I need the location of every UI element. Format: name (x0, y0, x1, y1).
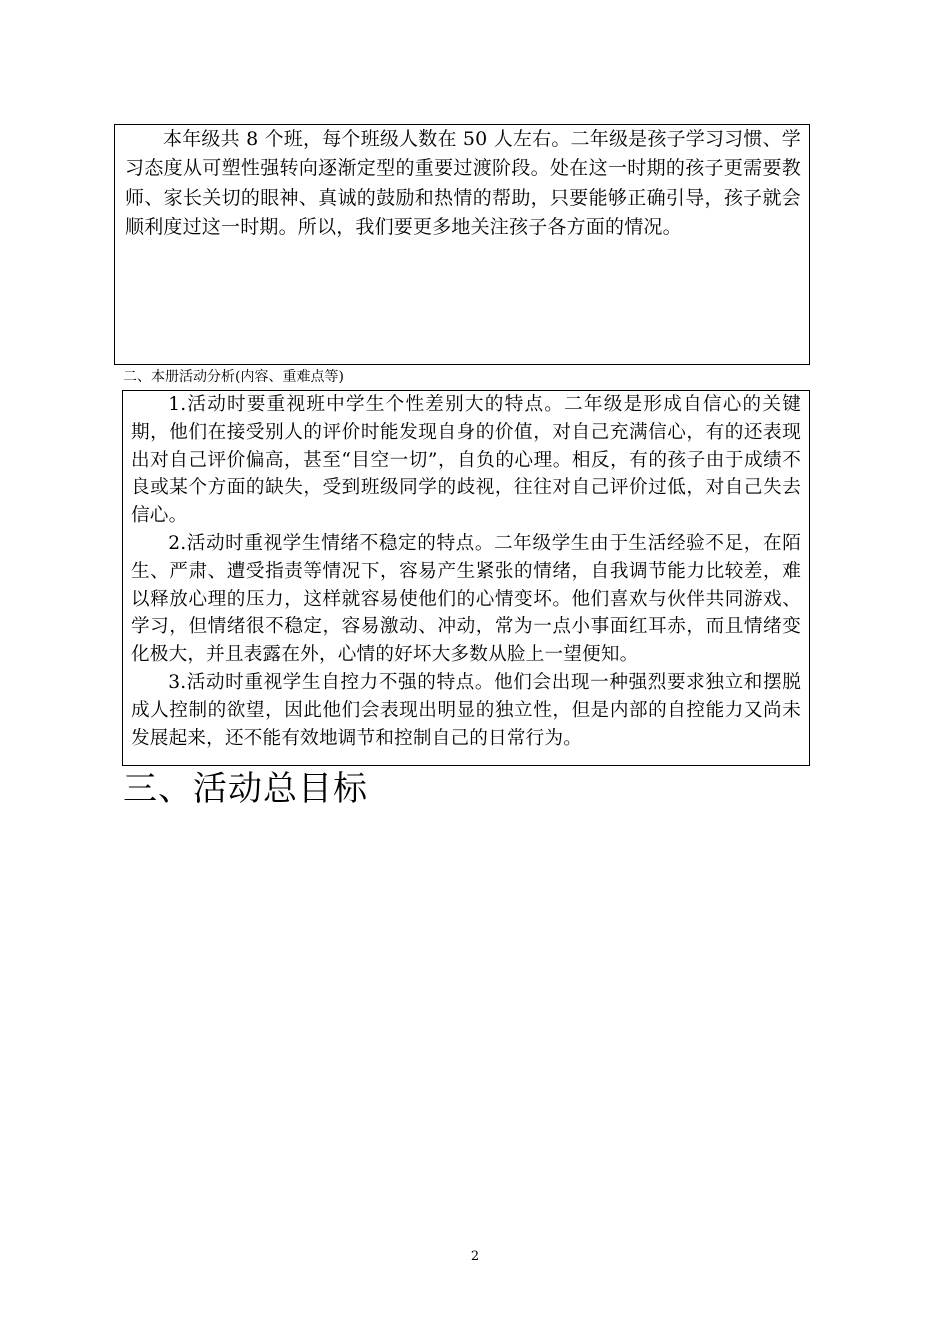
analysis-point-3: 3.活动时重视学生自控力不强的特点。他们会出现一种强烈要求独立和摆脱成人控制的欲望，因此他们会表现出明显的独立性，但是内部的自控能力又尚未发展起来，还不能有效地调节和控制自己的日常行为。 (131, 671, 801, 749)
page-number: 2 (470, 1249, 480, 1264)
analysis-point-1: 1.活动时要重视班中学生个性差别大的特点。二年级是形成自信心的关键期，他们在接受别人的评价时能发现自身的价值，对自己充满信心，有的还表现出对自己评价偏高，甚至“目空一切”，自负的心理。相反，有的孩子由于成绩不良或某个方面的缺失，受到班级同学的歧视，往往对自己评价过低，对自己失去信心。 (131, 394, 801, 527)
activity-analysis-box (122, 390, 810, 766)
analysis-point-2: 2.活动时重视学生情绪不稳定的特点。二年级学生由于生活经验不足，在陌生、严肃、遭受指责等情况下，容易产生紧张的情绪，自我调节能力比较差，难以释放心理的压力，这样就容易使他们的心情变坏。他们喜欢与伙伴共同游戏、学习，但情绪很不稳定，容易激动、冲动，常为一点小事面红耳赤，而且情绪变化极大，并且表露在外，心情的好坏大多数从脸上一望便知。 (131, 532, 801, 666)
class-overview-paragraph: 本年级共 8 个班，每个班级人数在 50 人左右。二年级是孩子学习习惯、学习态度从可塑性强转向逐渐定型的重要过渡阶段。处在这一时期的孩子更需要教师、家长关切的眼神、真诚的鼓励和热情的帮助，只要能够正确引导，孩子就会顺利度过这一时期。所以，我们要更多地关注孩子各方面的情况。 (125, 128, 801, 238)
overall-goals-heading: 三、活动总目标 (123, 769, 368, 809)
activity-analysis-label: 二、本册活动分析(内容、重难点等) (123, 369, 344, 385)
class-overview-box (114, 124, 810, 365)
